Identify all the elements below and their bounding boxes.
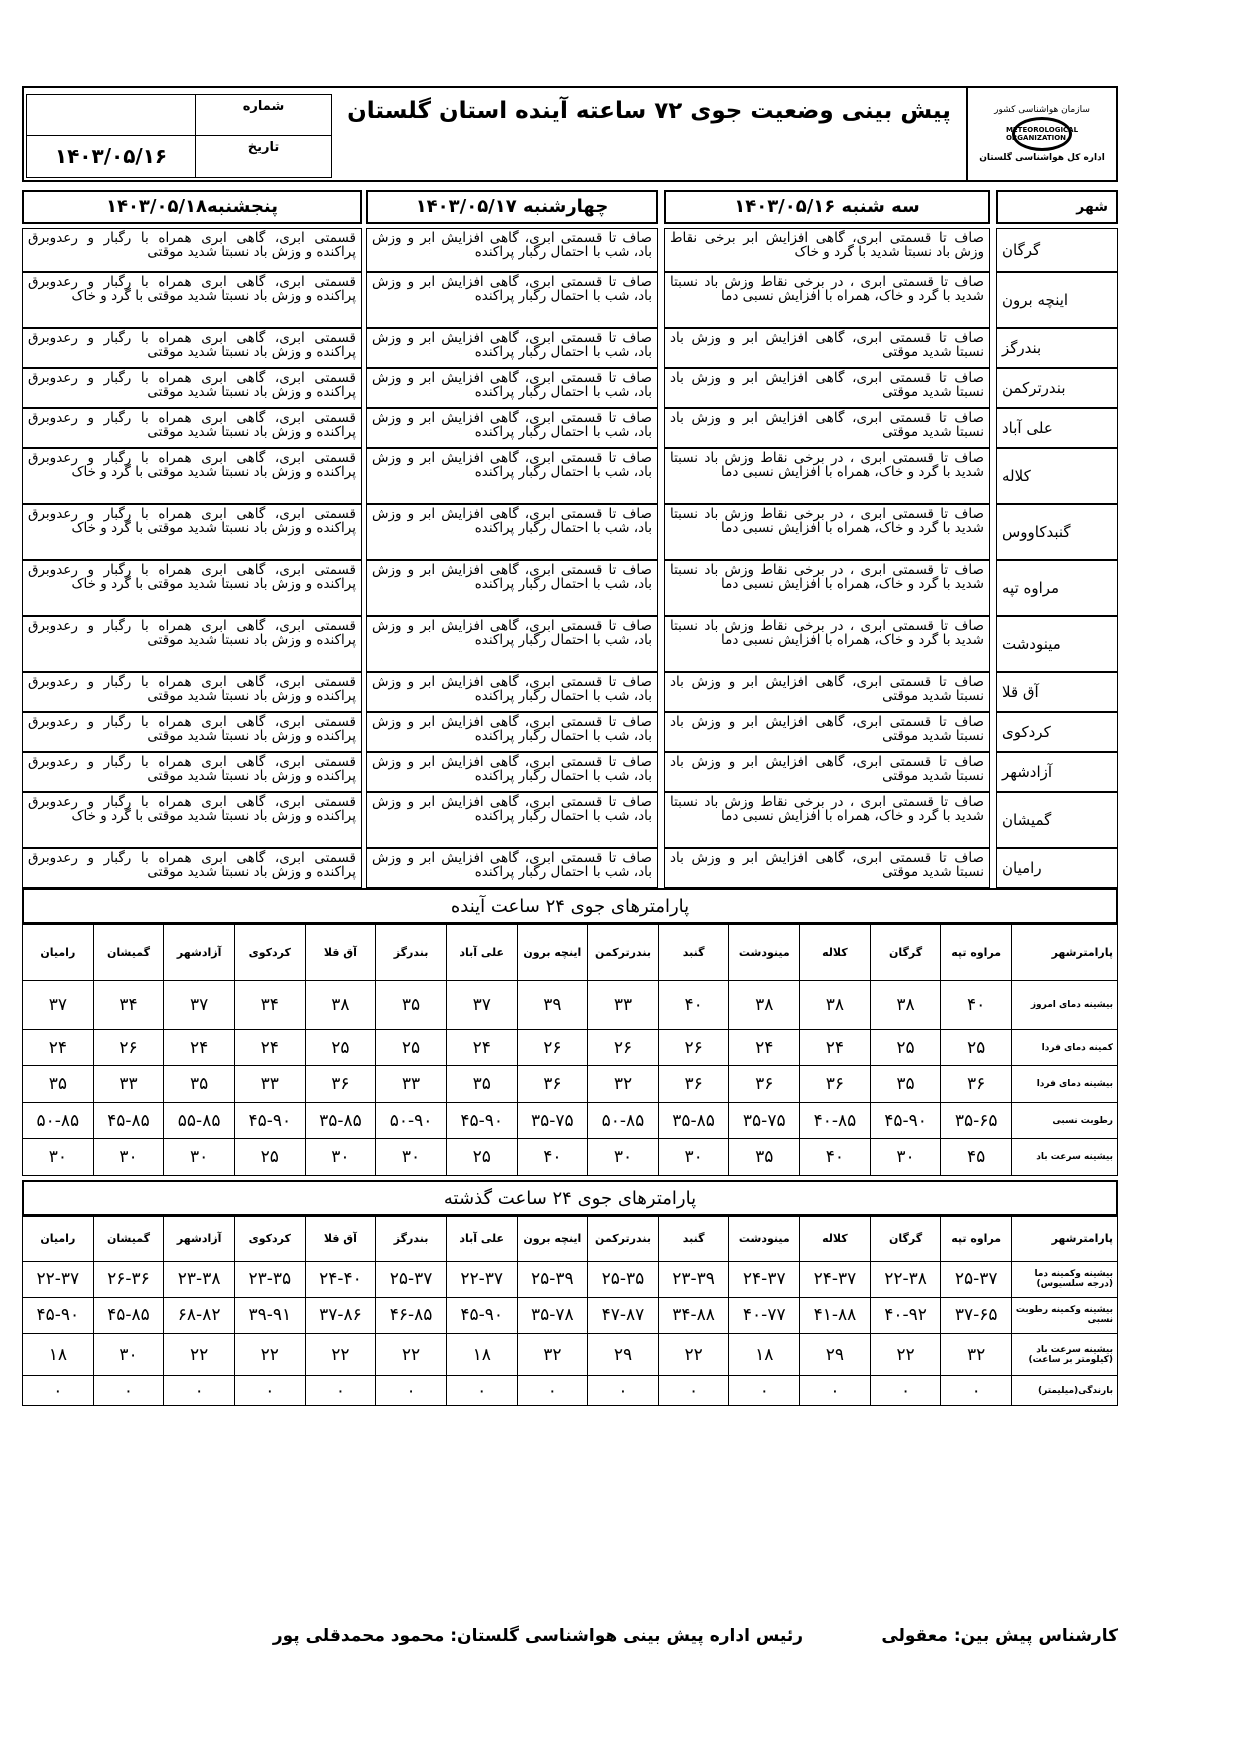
param-value: ۲۴-۴۰ bbox=[305, 1261, 376, 1297]
day2-forecast: صاف تا قسمتی ابری، گاهی افزایش ابر و وزش باد، شب با احتمال رگبار پراکنده bbox=[366, 752, 658, 792]
forecast-row bbox=[22, 560, 1118, 616]
param-label: بیشینه سرعت باد bbox=[1012, 1139, 1118, 1176]
param-value: ۲۳-۳۹ bbox=[658, 1261, 729, 1297]
day3-forecast: قسمتی ابری، گاهی ابری همراه با رگبار و رعدوبرق پراکنده و وزش باد نسبتا شدید موقتی bbox=[22, 752, 362, 792]
city-column-header: مراوه تپه bbox=[941, 925, 1012, 981]
day1-forecast: صاف تا قسمتی ابری، گاهی افزایش ابر و وزش باد نسبتا شدید موقتی bbox=[664, 752, 990, 792]
city-name: بندرترکمن bbox=[996, 368, 1118, 408]
param-label: بارندگی(میلیمتر) bbox=[1012, 1376, 1118, 1406]
param-value: ۵۰-۸۵ bbox=[23, 1102, 94, 1139]
param-value: ۳۵ bbox=[23, 1066, 94, 1103]
param-row bbox=[23, 1066, 1118, 1103]
param-value: ۵۰-۸۵ bbox=[588, 1102, 659, 1139]
city-name: گمیشان bbox=[996, 792, 1118, 848]
city-name: مراوه تپه bbox=[996, 560, 1118, 616]
day2-forecast: صاف تا قسمتی ابری، گاهی افزایش ابر و وزش باد، شب با احتمال رگبار پراکنده bbox=[366, 616, 658, 672]
param-value: ۲۶ bbox=[517, 1029, 588, 1066]
param-row bbox=[23, 1376, 1118, 1406]
param-value: ۳۶ bbox=[658, 1066, 729, 1103]
param-value: ۳۸ bbox=[729, 981, 800, 1030]
param-value: ۳۷ bbox=[446, 981, 517, 1030]
forecast-document bbox=[22, 86, 1118, 1666]
city-column-header: بندرترکمن bbox=[588, 1217, 659, 1262]
number-row bbox=[27, 95, 331, 136]
day1-forecast: صاف تا قسمتی ابری، گاهی افزایش ابر و وزش باد نسبتا شدید موقتی bbox=[664, 672, 990, 712]
param-value: ۵۵-۸۵ bbox=[164, 1102, 235, 1139]
forecast-row bbox=[22, 228, 1118, 272]
day2-forecast: صاف تا قسمتی ابری، گاهی افزایش ابر و وزش باد، شب با احتمال رگبار پراکنده bbox=[366, 228, 658, 272]
param-value: ۳۳ bbox=[376, 1066, 447, 1103]
param-value: ۴۰ bbox=[517, 1139, 588, 1176]
param-header-row bbox=[23, 925, 1118, 981]
param-value: ۰ bbox=[658, 1376, 729, 1406]
param-row bbox=[23, 1261, 1118, 1297]
city-column-header: مینودشت bbox=[729, 1217, 800, 1262]
param-value: ۲۲-۳۷ bbox=[446, 1261, 517, 1297]
param-value: ۲۳-۳۵ bbox=[234, 1261, 305, 1297]
day2-forecast: صاف تا قسمتی ابری، گاهی افزایش ابر و وزش باد، شب با احتمال رگبار پراکنده bbox=[366, 328, 658, 368]
city-name: رامیان bbox=[996, 848, 1118, 888]
param-value: ۳۸ bbox=[305, 981, 376, 1030]
param-value: ۲۵ bbox=[446, 1139, 517, 1176]
param-value: ۴۵-۹۰ bbox=[23, 1297, 94, 1333]
day3-header: پنجشنبه۱۴۰۳/۰۵/۱۸ bbox=[22, 190, 362, 224]
param-value: ۳۲ bbox=[588, 1066, 659, 1103]
param-value: ۲۵ bbox=[305, 1029, 376, 1066]
day3-forecast: قسمتی ابری، گاهی ابری همراه با رگبار و رعدوبرق پراکنده و وزش باد نسبتا شدید موقتی با گرد و خاک bbox=[22, 560, 362, 616]
param-value: ۲۲ bbox=[870, 1333, 941, 1375]
param-value: ۳۲ bbox=[941, 1333, 1012, 1375]
param-value: ۴۰ bbox=[941, 981, 1012, 1030]
param-value: ۲۴ bbox=[164, 1029, 235, 1066]
param-value: ۳۰ bbox=[93, 1139, 164, 1176]
forecast-row bbox=[22, 752, 1118, 792]
param-value: ۳۵ bbox=[870, 1066, 941, 1103]
param-value: ۰ bbox=[164, 1376, 235, 1406]
param-value: ۳۶ bbox=[800, 1066, 871, 1103]
city-name: اینچه برون bbox=[996, 272, 1118, 328]
param-value: ۰ bbox=[588, 1376, 659, 1406]
day2-forecast: صاف تا قسمتی ابری، گاهی افزایش ابر و وزش باد، شب با احتمال رگبار پراکنده bbox=[366, 272, 658, 328]
param-value: ۳۸ bbox=[800, 981, 871, 1030]
param-value: ۴۵ bbox=[941, 1139, 1012, 1176]
document-meta bbox=[26, 94, 332, 178]
day3-forecast: قسمتی ابری، گاهی ابری همراه با رگبار و رعدوبرق پراکنده و وزش باد نسبتا شدید موقتی bbox=[22, 408, 362, 448]
param-value: ۳۳ bbox=[588, 981, 659, 1030]
city-column-header: کردکوی bbox=[234, 925, 305, 981]
day1-forecast: صاف تا قسمتی ابری، گاهی افزایش ابر برخی نقاط وزش باد نسبتا شدید با گرد و خاک bbox=[664, 228, 990, 272]
param-header-row bbox=[23, 1217, 1118, 1262]
day1-forecast: صاف تا قسمتی ابری، گاهی افزایش ابر و وزش باد نسبتا شدید موقتی bbox=[664, 848, 990, 888]
param-value: ۳۰ bbox=[93, 1333, 164, 1375]
param-value: ۲۵ bbox=[376, 1029, 447, 1066]
param-value: ۲۵-۳۹ bbox=[517, 1261, 588, 1297]
param-value: ۳۶ bbox=[941, 1066, 1012, 1103]
forecaster-name: کارشناس پیش بین: معقولی bbox=[881, 1626, 1118, 1646]
past-section-title: پارامترهای جوی ۲۴ ساعت گذشته bbox=[22, 1180, 1118, 1216]
param-value: ۳۰ bbox=[376, 1139, 447, 1176]
param-value: ۴۰-۹۲ bbox=[870, 1297, 941, 1333]
param-value: ۳۰ bbox=[658, 1139, 729, 1176]
city-column-header: کلاله bbox=[800, 925, 871, 981]
forecast-row bbox=[22, 504, 1118, 560]
param-value: ۲۵-۳۷ bbox=[941, 1261, 1012, 1297]
param-value: ۴۵-۹۰ bbox=[446, 1102, 517, 1139]
param-value: ۳۵-۸۵ bbox=[658, 1102, 729, 1139]
city-column-header: آق قلا bbox=[305, 925, 376, 981]
param-value: ۱۸ bbox=[446, 1333, 517, 1375]
city-column-header: گنبد bbox=[658, 925, 729, 981]
param-value: ۳۵ bbox=[446, 1066, 517, 1103]
param-value: ۳۵-۷۵ bbox=[729, 1102, 800, 1139]
param-value: ۲۲ bbox=[305, 1333, 376, 1375]
param-row bbox=[23, 1139, 1118, 1176]
city-column-header: گنبد bbox=[658, 1217, 729, 1262]
param-value: ۲۵-۳۷ bbox=[376, 1261, 447, 1297]
param-label: بیشینه وکمینه رطوبت نسبی bbox=[1012, 1297, 1118, 1333]
param-value: ۲۲ bbox=[164, 1333, 235, 1375]
day2-forecast: صاف تا قسمتی ابری، گاهی افزایش ابر و وزش باد، شب با احتمال رگبار پراکنده bbox=[366, 560, 658, 616]
future-params-table bbox=[22, 924, 1118, 1176]
param-value: ۰ bbox=[23, 1376, 94, 1406]
forecast-header bbox=[22, 190, 1118, 224]
param-value: ۲۲ bbox=[234, 1333, 305, 1375]
city-column-header: گمیشان bbox=[93, 1217, 164, 1262]
param-label: رطوبت نسبی bbox=[1012, 1102, 1118, 1139]
param-value: ۴۰-۷۷ bbox=[729, 1297, 800, 1333]
day1-forecast: صاف تا قسمتی ابری ، در برخی نقاط وزش باد نسبتا شدید با گرد و خاک، همراه با افزایش نسبی دما bbox=[664, 560, 990, 616]
day1-forecast: صاف تا قسمتی ابری، گاهی افزایش ابر و وزش باد نسبتا شدید موقتی bbox=[664, 712, 990, 752]
param-value: ۰ bbox=[729, 1376, 800, 1406]
city-name: کلاله bbox=[996, 448, 1118, 504]
day1-forecast: صاف تا قسمتی ابری ، در برخی نقاط وزش باد نسبتا شدید با گرد و خاک، همراه با افزایش نسبی دما bbox=[664, 792, 990, 848]
number-value bbox=[27, 95, 195, 135]
param-value: ۳۹ bbox=[517, 981, 588, 1030]
day2-forecast: صاف تا قسمتی ابری، گاهی افزایش ابر و وزش باد، شب با احتمال رگبار پراکنده bbox=[366, 504, 658, 560]
param-value: ۳۵ bbox=[729, 1139, 800, 1176]
param-value: ۳۶ bbox=[305, 1066, 376, 1103]
param-value: ۰ bbox=[870, 1376, 941, 1406]
param-value: ۰ bbox=[941, 1376, 1012, 1406]
param-value: ۰ bbox=[800, 1376, 871, 1406]
city-column-header: گرگان bbox=[870, 1217, 941, 1262]
param-value: ۳۵-۷۵ bbox=[517, 1102, 588, 1139]
param-value: ۶۸-۸۲ bbox=[164, 1297, 235, 1333]
param-value: ۲۳-۳۸ bbox=[164, 1261, 235, 1297]
day1-header: سه شنبه ۱۴۰۳/۰۵/۱۶ bbox=[664, 190, 990, 224]
city-column-header: آزادشهر bbox=[164, 925, 235, 981]
city-name: مینودشت bbox=[996, 616, 1118, 672]
document-title: پیش بینی وضعیت جوی ۷۲ ساعته آینده استان گلستان bbox=[347, 98, 951, 124]
city-column-header: علی آباد bbox=[446, 925, 517, 981]
param-value: ۲۴ bbox=[800, 1029, 871, 1066]
param-value: ۳۷ bbox=[23, 981, 94, 1030]
forecast-row bbox=[22, 328, 1118, 368]
document-header bbox=[22, 86, 1118, 182]
param-value: ۳۷-۶۵ bbox=[941, 1297, 1012, 1333]
param-value: ۴۷-۸۷ bbox=[588, 1297, 659, 1333]
param-value: ۳۷ bbox=[164, 981, 235, 1030]
param-value: ۴۵-۹۰ bbox=[234, 1102, 305, 1139]
city-name: بندرگز bbox=[996, 328, 1118, 368]
param-value: ۵۰-۹۰ bbox=[376, 1102, 447, 1139]
organization-logo bbox=[966, 88, 1116, 180]
param-value: ۲۵ bbox=[941, 1029, 1012, 1066]
city-column-header: بندرگز bbox=[376, 925, 447, 981]
day1-forecast: صاف تا قسمتی ابری، گاهی افزایش ابر و وزش باد نسبتا شدید موقتی bbox=[664, 328, 990, 368]
day3-forecast: قسمتی ابری، گاهی ابری همراه با رگبار و رعدوبرق پراکنده و وزش باد نسبتا شدید موقتی bbox=[22, 368, 362, 408]
param-value: ۰ bbox=[93, 1376, 164, 1406]
city-name: آزادشهر bbox=[996, 752, 1118, 792]
param-value: ۳۰ bbox=[305, 1139, 376, 1176]
param-value: ۳۳ bbox=[93, 1066, 164, 1103]
city-column-header: آق قلا bbox=[305, 1217, 376, 1262]
param-value: ۲۲ bbox=[376, 1333, 447, 1375]
param-row bbox=[23, 1029, 1118, 1066]
param-value: ۳۴ bbox=[234, 981, 305, 1030]
param-value: ۲۴-۳۷ bbox=[800, 1261, 871, 1297]
param-value: ۲۶ bbox=[588, 1029, 659, 1066]
param-value: ۲۹ bbox=[588, 1333, 659, 1375]
param-value: ۳۵-۶۵ bbox=[941, 1102, 1012, 1139]
signatures bbox=[22, 1626, 1118, 1656]
day2-forecast: صاف تا قسمتی ابری، گاهی افزایش ابر و وزش باد، شب با احتمال رگبار پراکنده bbox=[366, 448, 658, 504]
day3-forecast: قسمتی ابری، گاهی ابری همراه با رگبار و رعدوبرق پراکنده و وزش باد نسبتا شدید موقتی با گرد و خاک bbox=[22, 448, 362, 504]
param-value: ۴۵-۹۰ bbox=[446, 1297, 517, 1333]
param-value: ۲۴ bbox=[729, 1029, 800, 1066]
param-value: ۳۰ bbox=[23, 1139, 94, 1176]
forecast-row bbox=[22, 448, 1118, 504]
city-name: گرگان bbox=[996, 228, 1118, 272]
param-value: ۰ bbox=[517, 1376, 588, 1406]
city-column-header: کلاله bbox=[800, 1217, 871, 1262]
param-value: ۲۴ bbox=[23, 1029, 94, 1066]
city-name: کردکوی bbox=[996, 712, 1118, 752]
date-value: ۱۴۰۳/۰۵/۱۶ bbox=[54, 144, 168, 168]
date-row bbox=[27, 136, 331, 177]
day1-forecast: صاف تا قسمتی ابری ، در برخی نقاط وزش باد نسبتا شدید با گرد و خاک، همراه با افزایش نسبی دما bbox=[664, 504, 990, 560]
day2-forecast: صاف تا قسمتی ابری، گاهی افزایش ابر و وزش باد، شب با احتمال رگبار پراکنده bbox=[366, 848, 658, 888]
param-value: ۲۹ bbox=[800, 1333, 871, 1375]
day2-forecast: صاف تا قسمتی ابری، گاهی افزایش ابر و وزش باد، شب با احتمال رگبار پراکنده bbox=[366, 712, 658, 752]
future-section-title: پارامترهای جوی ۲۴ ساعت آینده bbox=[22, 888, 1118, 924]
param-label: کمینه دمای فردا bbox=[1012, 1029, 1118, 1066]
param-value: ۰ bbox=[376, 1376, 447, 1406]
param-value: ۳۵ bbox=[376, 981, 447, 1030]
city-column-header: شهر bbox=[996, 190, 1118, 224]
past-params-table bbox=[22, 1216, 1118, 1406]
day3-forecast: قسمتی ابری، گاهی ابری همراه با رگبار و رعدوبرق پراکنده و وزش باد نسبتا شدید موقتی با گرد و خاک bbox=[22, 792, 362, 848]
day1-forecast: صاف تا قسمتی ابری ، در برخی نقاط وزش باد نسبتا شدید با گرد و خاک، همراه با افزایش نسبی دما bbox=[664, 616, 990, 672]
param-value: ۲۲ bbox=[658, 1333, 729, 1375]
param-label: بیشینه دمای فردا bbox=[1012, 1066, 1118, 1103]
city-column-header: اینچه برون bbox=[517, 1217, 588, 1262]
param-value: ۰ bbox=[305, 1376, 376, 1406]
param-value: ۳۰ bbox=[164, 1139, 235, 1176]
day3-forecast: قسمتی ابری، گاهی ابری همراه با رگبار و رعدوبرق پراکنده و وزش باد نسبتا شدید موقتی bbox=[22, 848, 362, 888]
param-value: ۴۰ bbox=[800, 1139, 871, 1176]
param-value: ۲۴ bbox=[446, 1029, 517, 1066]
param-value: ۴۱-۸۸ bbox=[800, 1297, 871, 1333]
param-value: ۳۴ bbox=[93, 981, 164, 1030]
forecast-row bbox=[22, 616, 1118, 672]
param-row bbox=[23, 1102, 1118, 1139]
day3-forecast: قسمتی ابری، گاهی ابری همراه با رگبار و رعدوبرق پراکنده و وزش باد نسبتا شدید موقتی bbox=[22, 328, 362, 368]
param-value: ۴۰-۸۵ bbox=[800, 1102, 871, 1139]
forecast-row bbox=[22, 408, 1118, 448]
city-column-header: اینچه برون bbox=[517, 925, 588, 981]
forecast-row bbox=[22, 272, 1118, 328]
param-value: ۴۵-۸۵ bbox=[93, 1102, 164, 1139]
forecast-row bbox=[22, 792, 1118, 848]
number-label: شماره bbox=[195, 95, 331, 135]
param-value: ۳۵-۷۸ bbox=[517, 1297, 588, 1333]
param-row bbox=[23, 981, 1118, 1030]
city-name: علی آباد bbox=[996, 408, 1118, 448]
city-column-header: علی آباد bbox=[446, 1217, 517, 1262]
head-name: رئیس اداره پیش بینی هواشناسی گلستان: محمود محمدقلی پور bbox=[272, 1626, 803, 1646]
forecast-row bbox=[22, 712, 1118, 752]
logo-top-text: سازمان هواشناسی کشور bbox=[994, 105, 1090, 115]
forecast-table bbox=[22, 228, 1118, 884]
logo-caption: اداره کل هواشناسی گلستان bbox=[979, 153, 1105, 163]
param-value: ۴۵-۸۵ bbox=[93, 1297, 164, 1333]
param-value: ۲۵-۳۵ bbox=[588, 1261, 659, 1297]
day3-forecast: قسمتی ابری، گاهی ابری همراه با رگبار و رعدوبرق پراکنده و وزش باد نسبتا شدید موقتی با گرد و خاک bbox=[22, 272, 362, 328]
day1-forecast: صاف تا قسمتی ابری، گاهی افزایش ابر و وزش باد نسبتا شدید موقتی bbox=[664, 408, 990, 448]
param-value: ۳۹-۹۱ bbox=[234, 1297, 305, 1333]
param-value: ۰ bbox=[234, 1376, 305, 1406]
param-label: بیشینه وکمینه دما (درجه سلسیوس) bbox=[1012, 1261, 1118, 1297]
city-column-header: بندرگز bbox=[376, 1217, 447, 1262]
param-row bbox=[23, 1333, 1118, 1375]
param-value: ۳۶ bbox=[729, 1066, 800, 1103]
city-column-header: کردکوی bbox=[234, 1217, 305, 1262]
param-value: ۲۵ bbox=[234, 1139, 305, 1176]
day2-forecast: صاف تا قسمتی ابری، گاهی افزایش ابر و وزش باد، شب با احتمال رگبار پراکنده bbox=[366, 408, 658, 448]
param-value: ۴۵-۹۰ bbox=[870, 1102, 941, 1139]
city-column-header: رامیان bbox=[23, 925, 94, 981]
param-value: ۴۶-۸۵ bbox=[376, 1297, 447, 1333]
param-value: ۱۸ bbox=[729, 1333, 800, 1375]
city-column-header: مراوه تپه bbox=[941, 1217, 1012, 1262]
param-value: ۲۵ bbox=[870, 1029, 941, 1066]
param-value: ۳۸ bbox=[870, 981, 941, 1030]
param-value: ۳۳ bbox=[234, 1066, 305, 1103]
city-column-header: رامیان bbox=[23, 1217, 94, 1262]
param-value: ۰ bbox=[446, 1376, 517, 1406]
param-city-header: پارامترشهر bbox=[1012, 1217, 1118, 1262]
day1-forecast: صاف تا قسمتی ابری ، در برخی نقاط وزش باد نسبتا شدید با گرد و خاک، همراه با افزایش نسبی دما bbox=[664, 272, 990, 328]
day2-header: چهارشنبه ۱۴۰۳/۰۵/۱۷ bbox=[366, 190, 658, 224]
param-label: بیشینه دمای امروز bbox=[1012, 981, 1118, 1030]
param-value: ۳۲ bbox=[517, 1333, 588, 1375]
param-value: ۳۰ bbox=[870, 1139, 941, 1176]
city-column-header: بندرترکمن bbox=[588, 925, 659, 981]
day3-forecast: قسمتی ابری، گاهی ابری همراه با رگبار و رعدوبرق پراکنده و وزش باد نسبتا شدید موقتی bbox=[22, 228, 362, 272]
day2-forecast: صاف تا قسمتی ابری، گاهی افزایش ابر و وزش باد، شب با احتمال رگبار پراکنده bbox=[366, 792, 658, 848]
forecast-row bbox=[22, 848, 1118, 888]
param-value: ۳۶ bbox=[517, 1066, 588, 1103]
day3-forecast: قسمتی ابری، گاهی ابری همراه با رگبار و رعدوبرق پراکنده و وزش باد نسبتا شدید موقتی bbox=[22, 712, 362, 752]
day2-forecast: صاف تا قسمتی ابری، گاهی افزایش ابر و وزش باد، شب با احتمال رگبار پراکنده bbox=[366, 672, 658, 712]
forecast-row bbox=[22, 672, 1118, 712]
param-value: ۳۰ bbox=[588, 1139, 659, 1176]
param-value: ۲۴ bbox=[234, 1029, 305, 1066]
logo-mark-icon: METEOROLOGICAL ORGANIZATION bbox=[1012, 117, 1072, 151]
param-value: ۲۶ bbox=[93, 1029, 164, 1066]
city-column-header: آزادشهر bbox=[164, 1217, 235, 1262]
city-column-header: گمیشان bbox=[93, 925, 164, 981]
day1-forecast: صاف تا قسمتی ابری، گاهی افزایش ابر و وزش باد نسبتا شدید موقتی bbox=[664, 368, 990, 408]
day3-forecast: قسمتی ابری، گاهی ابری همراه با رگبار و رعدوبرق پراکنده و وزش باد نسبتا شدید موقتی bbox=[22, 672, 362, 712]
param-value: ۲۶-۳۶ bbox=[93, 1261, 164, 1297]
date-label: تاریخ bbox=[195, 136, 331, 177]
day2-forecast: صاف تا قسمتی ابری، گاهی افزایش ابر و وزش باد، شب با احتمال رگبار پراکنده bbox=[366, 368, 658, 408]
param-label: بیشینه سرعت باد (کیلومتر بر ساعت) bbox=[1012, 1333, 1118, 1375]
city-name: گنبدکاووس bbox=[996, 504, 1118, 560]
param-value: ۲۲-۳۸ bbox=[870, 1261, 941, 1297]
param-value: ۱۸ bbox=[23, 1333, 94, 1375]
param-value: ۳۵ bbox=[164, 1066, 235, 1103]
day3-forecast: قسمتی ابری، گاهی ابری همراه با رگبار و رعدوبرق پراکنده و وزش باد نسبتا شدید موقتی bbox=[22, 616, 362, 672]
city-column-header: مینودشت bbox=[729, 925, 800, 981]
day3-forecast: قسمتی ابری، گاهی ابری همراه با رگبار و رعدوبرق پراکنده و وزش باد نسبتا شدید موقتی با گرد و خاک bbox=[22, 504, 362, 560]
param-value: ۴۰ bbox=[658, 981, 729, 1030]
city-column-header: گرگان bbox=[870, 925, 941, 981]
param-city-header: پارامترشهر bbox=[1012, 925, 1118, 981]
param-value: ۲۴-۳۷ bbox=[729, 1261, 800, 1297]
param-value: ۳۴-۸۸ bbox=[658, 1297, 729, 1333]
param-value: ۳۷-۸۶ bbox=[305, 1297, 376, 1333]
forecast-row bbox=[22, 368, 1118, 408]
city-name: آق قلا bbox=[996, 672, 1118, 712]
day1-forecast: صاف تا قسمتی ابری ، در برخی نقاط وزش باد نسبتا شدید با گرد و خاک، همراه با افزایش نسبی دما bbox=[664, 448, 990, 504]
param-row bbox=[23, 1297, 1118, 1333]
param-value: ۲۶ bbox=[658, 1029, 729, 1066]
param-value: ۲۲-۳۷ bbox=[23, 1261, 94, 1297]
param-value: ۳۵-۸۵ bbox=[305, 1102, 376, 1139]
